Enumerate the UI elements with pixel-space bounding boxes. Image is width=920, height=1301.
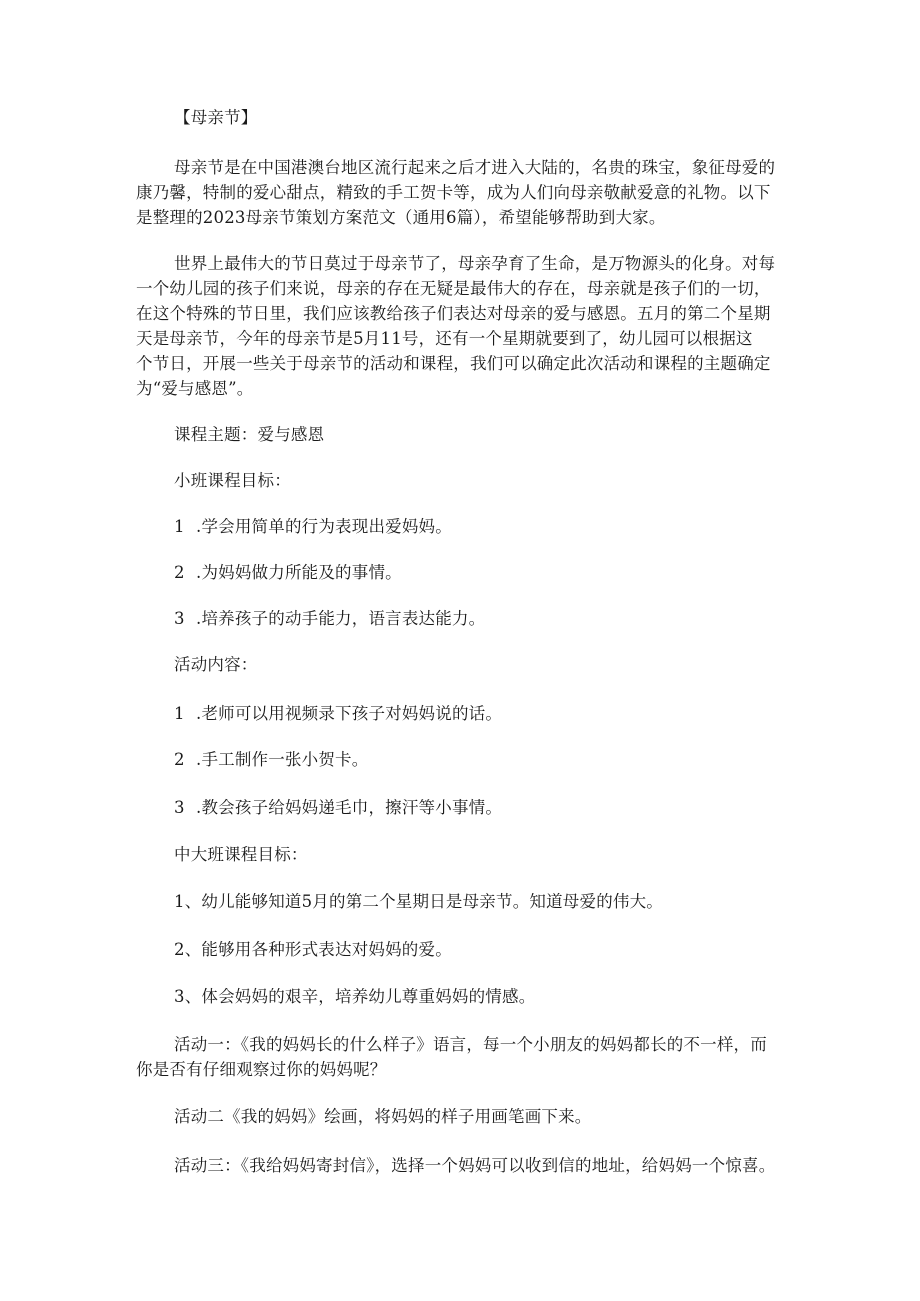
activity-item [174,702,502,726]
item-text: .教会孩子给妈妈递毛巾，擦汗等小事情。 [196,798,503,817]
para2-line-4: 天是母亲节，今年的母亲节是5月11号，还有一个星期就要到了，幼儿园可以根据这 [136,329,753,348]
small-goal-item [174,561,402,585]
middle-goal-item: 3、体会妈妈的艰辛，培养幼儿尊重妈妈的情感。 [174,987,536,1006]
intro-line-3: 是整理的2023母亲节策划方案范文（通用6篇），希望能够帮助到大家。 [136,208,666,227]
para2-line-2: 一个幼儿园的孩子们来说，母亲的存在无疑是最伟大的存在，母亲就是孩子们的一切， [136,279,771,298]
item-number: 2 [174,563,185,582]
para2-line-5: 个节日，开展一些关于母亲节的活动和课程，我们可以确定此次活动和课程的主题确定 [136,354,771,373]
para2-line-1: 世界上最伟大的节日莫过于母亲节了，母亲孕育了生命，是万物源头的化身。对每 [174,254,776,273]
activity-item [174,796,502,820]
para2-line-3: 在这个特殊的节日里，我们应该教给孩子们表达对母亲的爱与感恩。五月的第二个星期 [136,304,771,323]
item-text: .学会用简单的行为表现出爱妈妈。 [196,517,452,536]
activity-one-line-1: 活动一：《我的妈妈长的什么样子》语言，每一个小朋友的妈妈都长的不一样，而 [174,1035,767,1054]
item-number: 1 [174,517,185,536]
activity-heading: 活动内容： [174,655,258,674]
small-goal-item [174,607,485,631]
item-text: .老师可以用视频录下孩子对妈妈说的话。 [196,704,503,723]
middle-goal-item: 2、能够用各种形式表达对妈妈的爱。 [174,940,452,959]
item-text: .培养孩子的动手能力，语言表达能力。 [196,609,486,628]
item-number: 2 [174,750,185,769]
middle-class-heading: 中大班课程目标： [174,845,308,864]
item-text: .手工制作一张小贺卡。 [196,750,369,769]
para2-line-6: 为“爱与感恩”。 [136,379,254,398]
item-number: 3 [174,798,185,817]
middle-goal-item: 1、幼儿能够知道5月的第二个星期日是母亲节。知道母爱的伟大。 [174,892,663,911]
activity-three: 活动三：《我给妈妈寄封信》，选择一个妈妈可以收到信的地址，给妈妈一个惊喜。 [174,1156,776,1175]
intro-line-1: 母亲节是在中国港澳台地区流行起来之后才进入大陆的，名贵的珠宝，象征母爱的 [174,158,776,177]
course-theme: 课程主题：爱与感恩 [174,425,325,444]
item-text: .为妈妈做力所能及的事情。 [196,563,402,582]
item-number: 3 [174,609,185,628]
activity-two: 活动二《我的妈妈》绘画，将妈妈的样子用画笔画下来。 [174,1107,592,1126]
document-title: 【母亲节】 [174,108,258,127]
small-class-heading: 小班课程目标： [174,471,291,490]
intro-line-2: 康乃馨，特制的爱心甜点，精致的手工贺卡等，成为人们向母亲敬献爱意的礼物。以下 [136,183,771,202]
item-number: 1 [174,704,185,723]
small-goal-item [174,515,452,539]
activity-item [174,748,368,772]
activity-one-line-2: 你是否有仔细观察过你的妈妈呢？ [136,1060,387,1079]
